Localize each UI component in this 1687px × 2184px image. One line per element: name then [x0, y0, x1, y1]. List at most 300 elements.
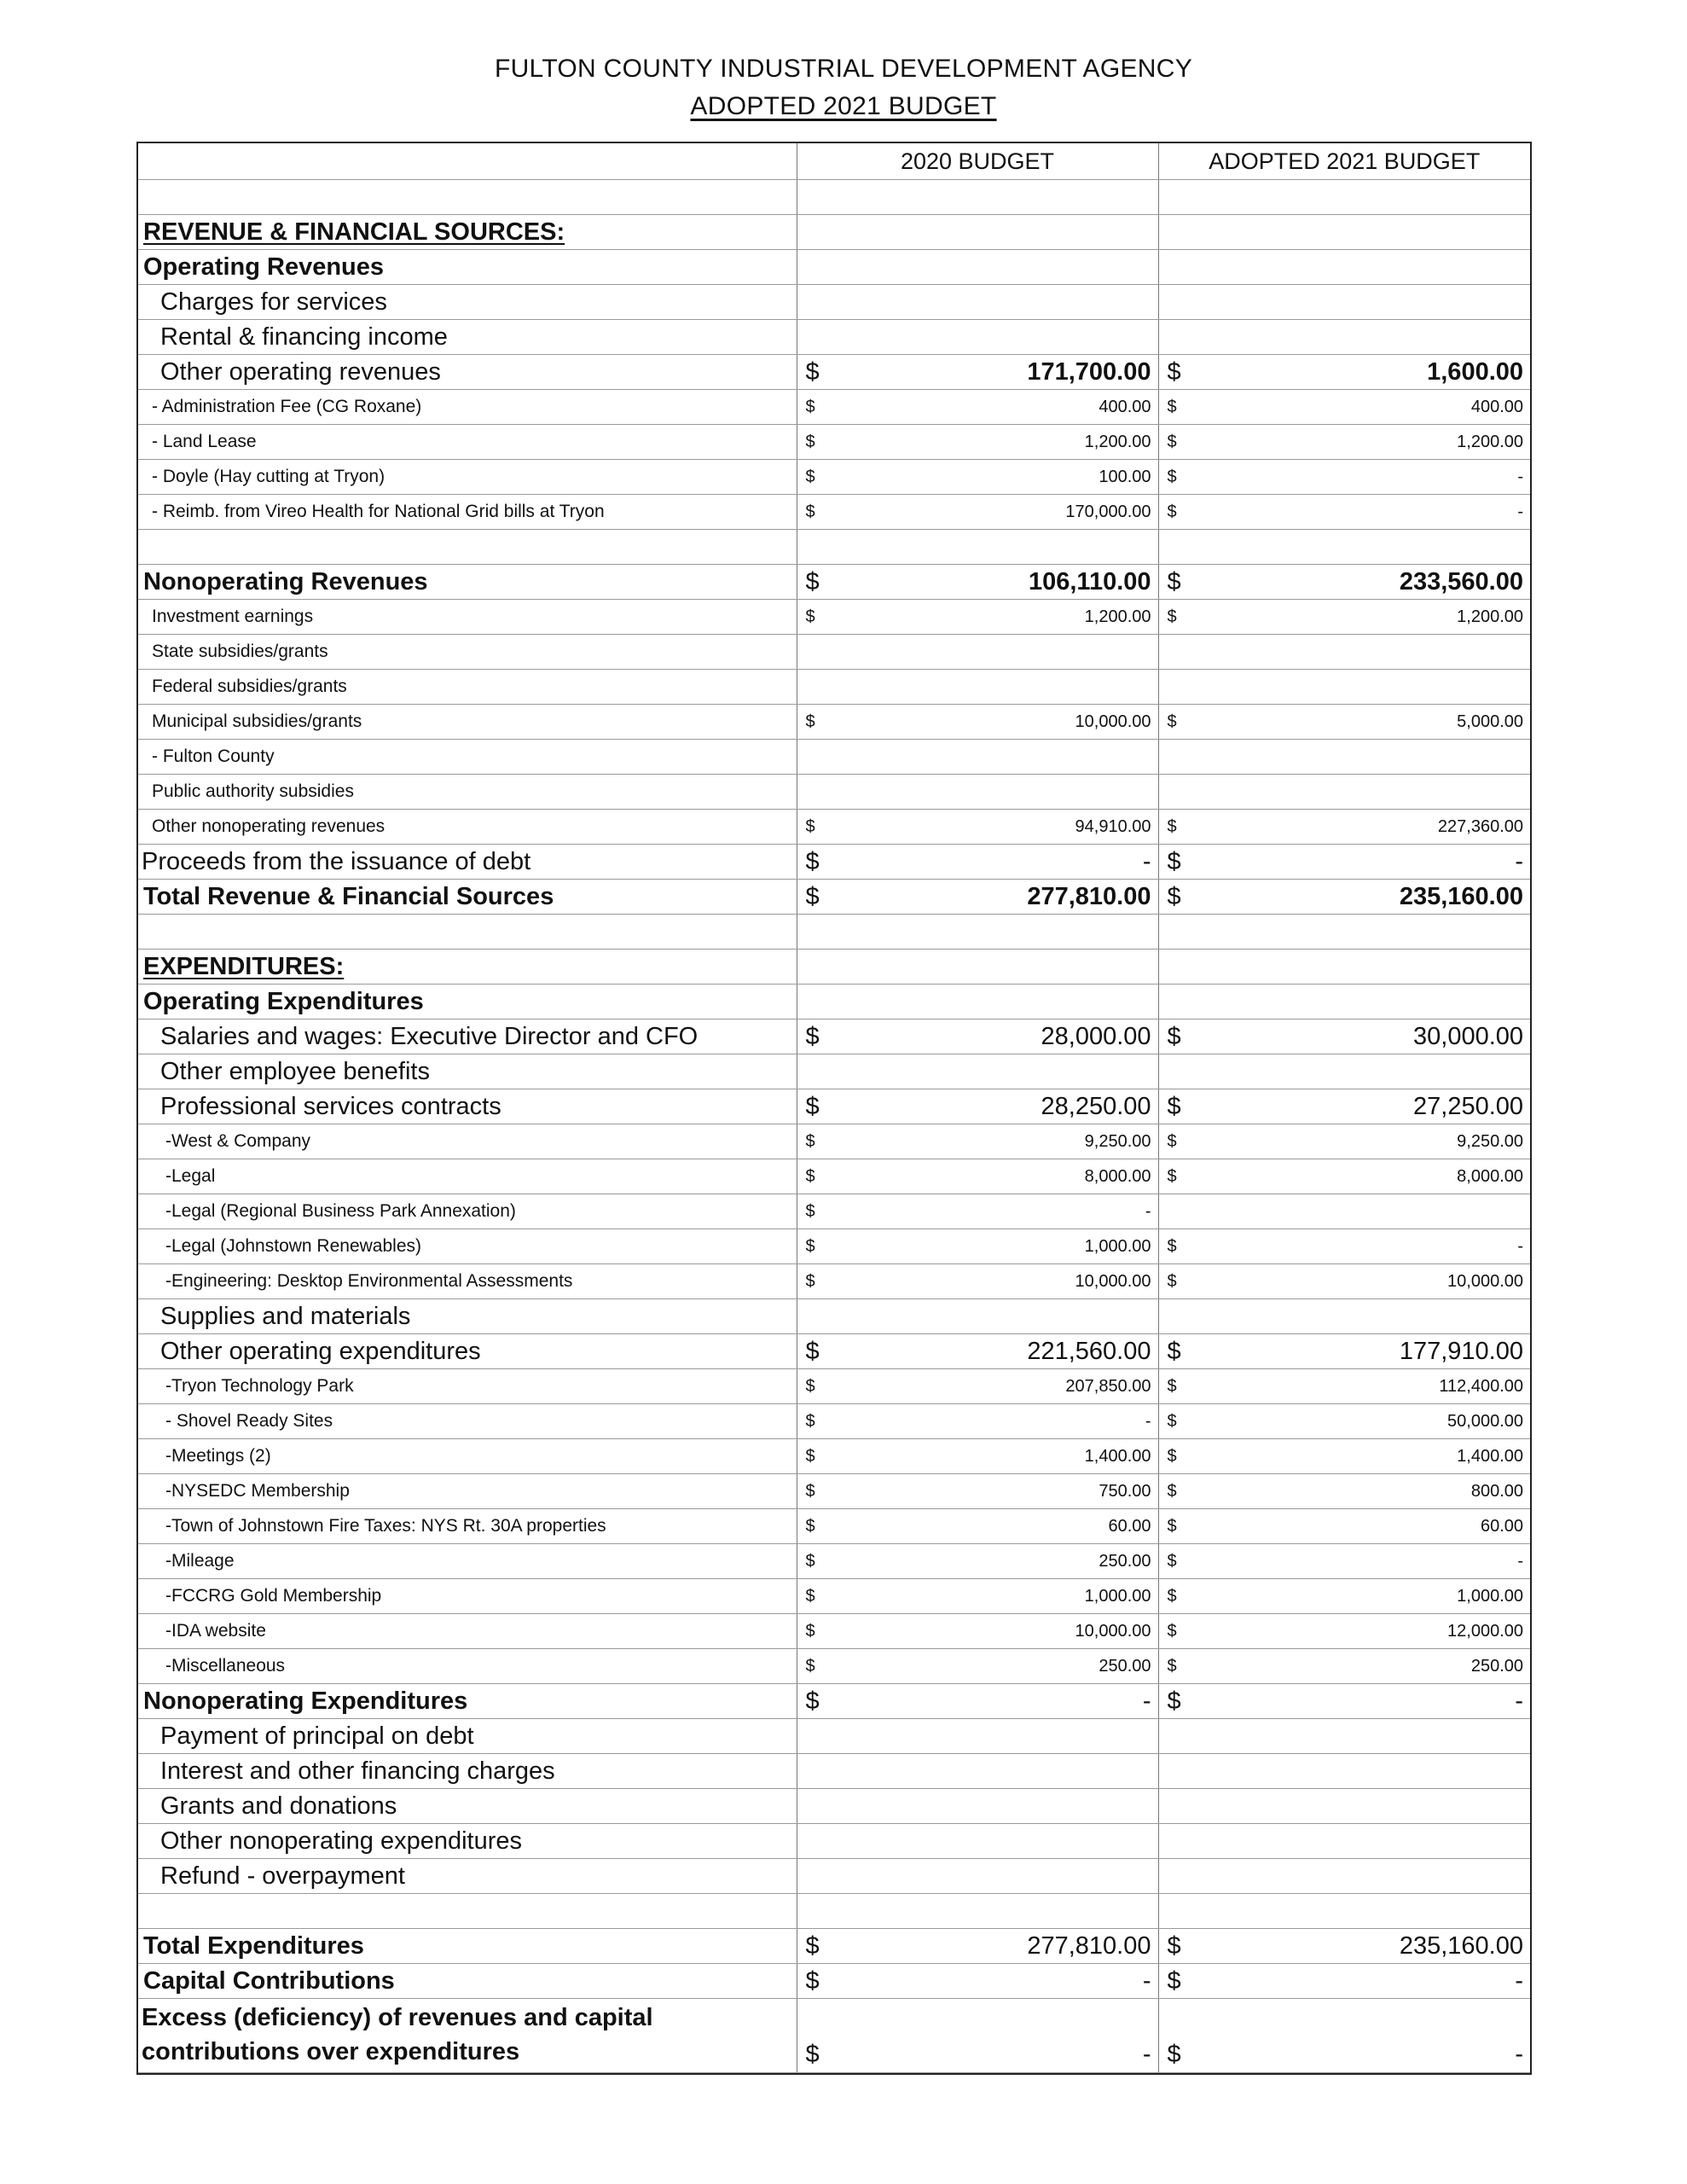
row-label-text: Proceeds from the issuance of debt — [142, 847, 531, 875]
value-2020: 28,000.00 — [838, 1019, 1158, 1054]
budget-table-container — [136, 142, 1532, 2075]
table-row — [138, 180, 1530, 215]
dollar-sign-2020: $ — [797, 1404, 838, 1439]
value-2021: - — [1199, 1544, 1530, 1579]
dollar-sign-2020 — [797, 1054, 838, 1089]
row-label-text: -Tryon Technology Park — [165, 1376, 354, 1396]
row-label-text: -Meetings (2) — [165, 1446, 271, 1466]
dollar-sign-2021 — [1158, 285, 1199, 320]
dollar-sign-2020: $ — [797, 1544, 838, 1579]
row-label-text: -Legal (Regional Business Park Annexation) — [165, 1201, 516, 1221]
dollar-sign-2021 — [1158, 1054, 1199, 1089]
row-label — [138, 1894, 797, 1929]
dollar-sign-2020: $ — [797, 1649, 838, 1684]
value-2021 — [1199, 1859, 1530, 1894]
dollar-sign-2020: $ — [797, 705, 838, 740]
value-2020: 1,200.00 — [838, 425, 1158, 460]
dollar-sign-2021: $ — [1158, 1999, 1199, 2073]
dollar-sign-2020 — [797, 285, 838, 320]
dollar-sign-2020: $ — [797, 460, 838, 495]
value-2021: - — [1199, 1229, 1530, 1264]
value-2021: 112,400.00 — [1199, 1369, 1530, 1404]
dollar-sign-2021: $ — [1158, 495, 1199, 530]
dollar-sign-2021 — [1158, 1194, 1199, 1229]
row-label — [138, 635, 797, 670]
dollar-sign-2021: $ — [1158, 1614, 1199, 1649]
value-2020: 10,000.00 — [838, 1264, 1158, 1299]
table-row — [138, 1509, 1530, 1544]
table-row — [138, 1894, 1530, 1929]
dollar-sign-2021: $ — [1158, 1439, 1199, 1474]
dollar-sign-2021: $ — [1158, 1124, 1199, 1159]
row-label — [138, 1824, 797, 1859]
row-label-text: -IDA website — [165, 1621, 266, 1641]
dollar-sign-2021: $ — [1158, 425, 1199, 460]
dollar-sign-2020 — [797, 670, 838, 705]
value-2021 — [1199, 1299, 1530, 1334]
value-2021 — [1199, 215, 1530, 250]
dollar-sign-2021 — [1158, 1894, 1199, 1929]
row-label-text: Nonoperating Revenues — [143, 567, 428, 595]
value-2020: 100.00 — [838, 460, 1158, 495]
row-label-text: -Town of Johnstown Fire Taxes: NYS Rt. 30A properties — [165, 1516, 606, 1536]
row-label — [138, 1439, 797, 1474]
value-2021 — [1199, 180, 1530, 215]
dollar-sign-2020: $ — [797, 1999, 838, 2073]
dollar-sign-2020: $ — [797, 565, 838, 600]
value-2021: 1,000.00 — [1199, 1579, 1530, 1614]
value-2021: 250.00 — [1199, 1649, 1530, 1684]
value-2021: 50,000.00 — [1199, 1404, 1530, 1439]
table-row — [138, 1999, 1530, 2073]
dollar-sign-2020: $ — [797, 1369, 838, 1404]
dollar-sign-2021 — [1158, 985, 1199, 1019]
row-label — [138, 565, 797, 600]
value-2021: 227,360.00 — [1199, 810, 1530, 845]
dollar-sign-2021: $ — [1158, 1159, 1199, 1194]
dollar-sign-2021: $ — [1158, 1264, 1199, 1299]
table-row — [138, 530, 1530, 565]
table-row — [138, 740, 1530, 775]
value-2020: - — [838, 1999, 1158, 2073]
row-label-text: Nonoperating Expenditures — [143, 1687, 468, 1715]
dollar-sign-2020 — [797, 740, 838, 775]
dollar-sign-2020: $ — [797, 1964, 838, 1999]
dollar-sign-2021: $ — [1158, 1579, 1199, 1614]
row-label — [138, 1019, 797, 1054]
row-label-text: Operating Expenditures — [143, 987, 424, 1015]
value-2020: 1,000.00 — [838, 1229, 1158, 1264]
value-2020 — [838, 320, 1158, 355]
dollar-sign-2021 — [1158, 740, 1199, 775]
value-2020 — [838, 670, 1158, 705]
value-2021: - — [1199, 495, 1530, 530]
row-label — [138, 1789, 797, 1824]
row-label — [138, 775, 797, 810]
dollar-sign-2020 — [797, 985, 838, 1019]
dollar-sign-2021 — [1158, 1299, 1199, 1334]
dollar-sign-2020 — [797, 320, 838, 355]
value-2021: 27,250.00 — [1199, 1089, 1530, 1124]
value-2021: 1,400.00 — [1199, 1439, 1530, 1474]
row-label-text: - Doyle (Hay cutting at Tryon) — [152, 467, 386, 486]
value-2020 — [838, 1754, 1158, 1789]
row-label — [138, 215, 797, 250]
value-2020: - — [838, 1964, 1158, 1999]
row-label-text: -Miscellaneous — [165, 1656, 286, 1676]
row-label-text: - Reimb. from Vireo Health for National Grid bills at Tryon — [152, 502, 605, 521]
value-2021: - — [1199, 1999, 1530, 2073]
value-2020 — [838, 775, 1158, 810]
table-row — [138, 250, 1530, 285]
dollar-sign-2020: $ — [797, 1684, 838, 1719]
table-row — [138, 845, 1530, 880]
table-row — [138, 425, 1530, 460]
table-row — [138, 215, 1530, 250]
value-2020: 750.00 — [838, 1474, 1158, 1509]
budget-table-body — [138, 180, 1530, 2073]
dollar-sign-2020: $ — [797, 1929, 838, 1964]
row-label-text: Payment of principal on debt — [160, 1722, 474, 1750]
value-2020: 9,250.00 — [838, 1124, 1158, 1159]
dollar-sign-2021: $ — [1158, 880, 1199, 915]
value-2020: 10,000.00 — [838, 705, 1158, 740]
value-2020: 250.00 — [838, 1649, 1158, 1684]
row-label — [138, 1194, 797, 1229]
row-label — [138, 1684, 797, 1719]
value-2021: 233,560.00 — [1199, 565, 1530, 600]
table-row — [138, 1229, 1530, 1264]
dollar-sign-2020 — [797, 180, 838, 215]
value-2020 — [838, 1859, 1158, 1894]
value-2020: 207,850.00 — [838, 1369, 1158, 1404]
dollar-sign-2021: $ — [1158, 1964, 1199, 1999]
value-2020: 94,910.00 — [838, 810, 1158, 845]
dollar-sign-2020: $ — [797, 600, 838, 635]
table-row — [138, 355, 1530, 390]
row-label-text: Charges for services — [160, 288, 387, 316]
value-2021: 10,000.00 — [1199, 1264, 1530, 1299]
dollar-sign-2021: $ — [1158, 565, 1199, 600]
row-label-text: -FCCRG Gold Membership — [165, 1586, 382, 1606]
table-row — [138, 985, 1530, 1019]
value-2020 — [838, 215, 1158, 250]
table-row — [138, 1684, 1530, 1719]
value-2021 — [1199, 670, 1530, 705]
row-label — [138, 1509, 797, 1544]
dollar-sign-2021: $ — [1158, 1929, 1199, 1964]
table-header-row — [138, 143, 1530, 180]
value-2021: 1,200.00 — [1199, 600, 1530, 635]
table-row — [138, 390, 1530, 425]
dollar-sign-2021: $ — [1158, 355, 1199, 390]
row-label — [138, 1474, 797, 1509]
table-row — [138, 1824, 1530, 1859]
dollar-sign-2020 — [797, 1299, 838, 1334]
table-row — [138, 635, 1530, 670]
value-2021 — [1199, 250, 1530, 285]
dollar-sign-2020: $ — [797, 1334, 838, 1369]
dollar-sign-2020: $ — [797, 1089, 838, 1124]
value-2020: 8,000.00 — [838, 1159, 1158, 1194]
value-2020 — [838, 985, 1158, 1019]
value-2020: 10,000.00 — [838, 1614, 1158, 1649]
dollar-sign-2021: $ — [1158, 1649, 1199, 1684]
dollar-sign-2021: $ — [1158, 1089, 1199, 1124]
value-2020: 28,250.00 — [838, 1089, 1158, 1124]
dollar-sign-2020 — [797, 950, 838, 985]
value-2021 — [1199, 1719, 1530, 1754]
dollar-sign-2021: $ — [1158, 460, 1199, 495]
value-2020 — [838, 530, 1158, 565]
value-2021 — [1199, 320, 1530, 355]
row-label-text: Capital Contributions — [143, 1966, 395, 1995]
table-row — [138, 670, 1530, 705]
row-label-text: Other operating expenditures — [160, 1337, 481, 1365]
row-label — [138, 355, 797, 390]
value-2020: 277,810.00 — [838, 1929, 1158, 1964]
table-row — [138, 1929, 1530, 1964]
row-label — [138, 1999, 797, 2073]
value-2021 — [1199, 985, 1530, 1019]
dollar-sign-2021 — [1158, 1719, 1199, 1754]
value-2020: - — [838, 845, 1158, 880]
budget-table — [138, 143, 1530, 2073]
document-subtitle-text: ADOPTED 2021 BUDGET — [690, 92, 997, 120]
dollar-sign-2020 — [797, 530, 838, 565]
value-2020: 170,000.00 — [838, 495, 1158, 530]
row-label-text: Interest and other financing charges — [160, 1757, 555, 1785]
dollar-sign-2021: $ — [1158, 1369, 1199, 1404]
row-label — [138, 600, 797, 635]
value-2020 — [838, 180, 1158, 215]
value-2021: - — [1199, 1684, 1530, 1719]
row-label — [138, 390, 797, 425]
row-label — [138, 1544, 797, 1579]
table-row — [138, 1439, 1530, 1474]
dollar-sign-2021 — [1158, 215, 1199, 250]
dollar-sign-2021 — [1158, 180, 1199, 215]
value-2020 — [838, 250, 1158, 285]
row-label-text: Federal subsidies/grants — [152, 677, 347, 696]
row-label-text: - Shovel Ready Sites — [165, 1411, 333, 1431]
dollar-sign-2020: $ — [797, 1439, 838, 1474]
row-label-text: Other employee benefits — [160, 1057, 430, 1085]
row-label-text: Operating Revenues — [143, 253, 385, 281]
value-2021: - — [1199, 1964, 1530, 1999]
dollar-sign-2021: $ — [1158, 1404, 1199, 1439]
header-label-cell — [138, 143, 797, 180]
row-label-text: - Land Lease — [152, 432, 257, 451]
dollar-sign-2021: $ — [1158, 1544, 1199, 1579]
row-label — [138, 1719, 797, 1754]
value-2020: 400.00 — [838, 390, 1158, 425]
row-label — [138, 1404, 797, 1439]
value-2021 — [1199, 740, 1530, 775]
value-2020 — [838, 950, 1158, 985]
value-2021 — [1199, 1754, 1530, 1789]
row-label — [138, 1159, 797, 1194]
row-label-text: -NYSEDC Membership — [165, 1481, 350, 1501]
value-2021 — [1199, 635, 1530, 670]
row-label-text: Supplies and materials — [160, 1302, 411, 1330]
value-2021: 1,200.00 — [1199, 425, 1530, 460]
dollar-sign-2021 — [1158, 530, 1199, 565]
row-label — [138, 985, 797, 1019]
row-label — [138, 250, 797, 285]
dollar-sign-2021: $ — [1158, 1019, 1199, 1054]
table-row — [138, 705, 1530, 740]
dollar-sign-2020 — [797, 1824, 838, 1859]
table-row — [138, 1474, 1530, 1509]
row-label-text: Total Revenue & Financial Sources — [143, 882, 554, 910]
value-2021: 1,600.00 — [1199, 355, 1530, 390]
value-2020 — [838, 1299, 1158, 1334]
row-label-text: -West & Company — [165, 1131, 310, 1151]
table-row — [138, 1719, 1530, 1754]
table-row — [138, 1194, 1530, 1229]
dollar-sign-2021 — [1158, 1824, 1199, 1859]
value-2020 — [838, 285, 1158, 320]
value-2020: - — [838, 1404, 1158, 1439]
value-2021: 30,000.00 — [1199, 1019, 1530, 1054]
dollar-sign-2021: $ — [1158, 600, 1199, 635]
value-2020: 171,700.00 — [838, 355, 1158, 390]
value-2021: 5,000.00 — [1199, 705, 1530, 740]
table-row — [138, 915, 1530, 950]
table-row — [138, 565, 1530, 600]
value-2020: 1,400.00 — [838, 1439, 1158, 1474]
value-2021: - — [1199, 460, 1530, 495]
dollar-sign-2020: $ — [797, 1264, 838, 1299]
dollar-sign-2021: $ — [1158, 1509, 1199, 1544]
value-2020: 250.00 — [838, 1544, 1158, 1579]
dollar-sign-2020: $ — [797, 1124, 838, 1159]
table-row — [138, 1649, 1530, 1684]
header-2020-budget: 2020 BUDGET — [797, 143, 1158, 180]
document-title: FULTON COUNTY INDUSTRIAL DEVELOPMENT AGENCY — [494, 55, 1193, 83]
dollar-sign-2021 — [1158, 670, 1199, 705]
table-row — [138, 1544, 1530, 1579]
dollar-sign-2020: $ — [797, 1019, 838, 1054]
dollar-sign-2021: $ — [1158, 845, 1199, 880]
table-row — [138, 880, 1530, 915]
row-label-text: -Legal — [165, 1166, 216, 1186]
row-label — [138, 740, 797, 775]
row-label — [138, 950, 797, 985]
row-label — [138, 1264, 797, 1299]
table-row — [138, 950, 1530, 985]
row-label — [138, 1859, 797, 1894]
dollar-sign-2020: $ — [797, 1509, 838, 1544]
row-label — [138, 1334, 797, 1369]
document-subtitle — [0, 92, 1687, 121]
row-label-text: Investment earnings — [152, 607, 314, 626]
row-label-text: - Administration Fee (CG Roxane) — [152, 397, 422, 416]
table-row — [138, 1299, 1530, 1334]
row-label — [138, 670, 797, 705]
table-row — [138, 1019, 1530, 1054]
row-label — [138, 530, 797, 565]
value-2021 — [1199, 530, 1530, 565]
value-2020 — [838, 740, 1158, 775]
dollar-sign-2020 — [797, 915, 838, 950]
row-label — [138, 1054, 797, 1089]
row-label-text: Other nonoperating revenues — [152, 816, 386, 836]
row-label — [138, 1614, 797, 1649]
dollar-sign-2020: $ — [797, 810, 838, 845]
dollar-sign-2020: $ — [797, 1614, 838, 1649]
dollar-sign-2021: $ — [1158, 1474, 1199, 1509]
row-label-text: - Fulton County — [152, 746, 275, 766]
dollar-sign-2021: $ — [1158, 810, 1199, 845]
value-2020 — [838, 1719, 1158, 1754]
dollar-sign-2020: $ — [797, 425, 838, 460]
row-label-text: -Engineering: Desktop Environmental Assessments — [165, 1271, 573, 1291]
value-2020: 1,000.00 — [838, 1579, 1158, 1614]
table-row — [138, 495, 1530, 530]
row-label — [138, 1089, 797, 1124]
row-label — [138, 880, 797, 915]
row-label-text: -Mileage — [165, 1551, 235, 1571]
table-row — [138, 1124, 1530, 1159]
value-2020: 221,560.00 — [838, 1334, 1158, 1369]
row-label — [138, 1929, 797, 1964]
row-label-text: Grants and donations — [160, 1792, 397, 1820]
row-label — [138, 705, 797, 740]
value-2020: - — [838, 1684, 1158, 1719]
dollar-sign-2021 — [1158, 915, 1199, 950]
value-2021 — [1199, 775, 1530, 810]
dollar-sign-2020: $ — [797, 845, 838, 880]
value-2020 — [838, 1894, 1158, 1929]
dollar-sign-2021: $ — [1158, 1334, 1199, 1369]
dollar-sign-2021: $ — [1158, 705, 1199, 740]
table-row — [138, 285, 1530, 320]
row-label-text: Other operating revenues — [160, 357, 441, 386]
table-row — [138, 1614, 1530, 1649]
row-label-text: REVENUE & FINANCIAL SOURCES: — [143, 218, 565, 246]
row-label-text: State subsidies/grants — [152, 642, 328, 661]
row-label-text: Rental & financing income — [160, 322, 448, 351]
value-2021 — [1199, 1789, 1530, 1824]
dollar-sign-2020: $ — [797, 390, 838, 425]
table-row — [138, 1859, 1530, 1894]
dollar-sign-2021 — [1158, 250, 1199, 285]
dollar-sign-2021 — [1158, 950, 1199, 985]
dollar-sign-2020: $ — [797, 1579, 838, 1614]
row-label — [138, 810, 797, 845]
value-2020: 277,810.00 — [838, 880, 1158, 915]
value-2021: 177,910.00 — [1199, 1334, 1530, 1369]
table-row — [138, 460, 1530, 495]
dollar-sign-2020: $ — [797, 880, 838, 915]
value-2020 — [838, 1054, 1158, 1089]
value-2021: 12,000.00 — [1199, 1614, 1530, 1649]
dollar-sign-2021: $ — [1158, 1229, 1199, 1264]
table-row — [138, 1159, 1530, 1194]
table-row — [138, 775, 1530, 810]
value-2021: 9,250.00 — [1199, 1124, 1530, 1159]
row-label-text: Public authority subsidies — [152, 781, 354, 801]
row-label-text: Municipal subsidies/grants — [152, 712, 362, 731]
table-row — [138, 1754, 1530, 1789]
value-2021: 8,000.00 — [1199, 1159, 1530, 1194]
value-2021: 235,160.00 — [1199, 880, 1530, 915]
dollar-sign-2020: $ — [797, 355, 838, 390]
table-row — [138, 1579, 1530, 1614]
table-row — [138, 1404, 1530, 1439]
